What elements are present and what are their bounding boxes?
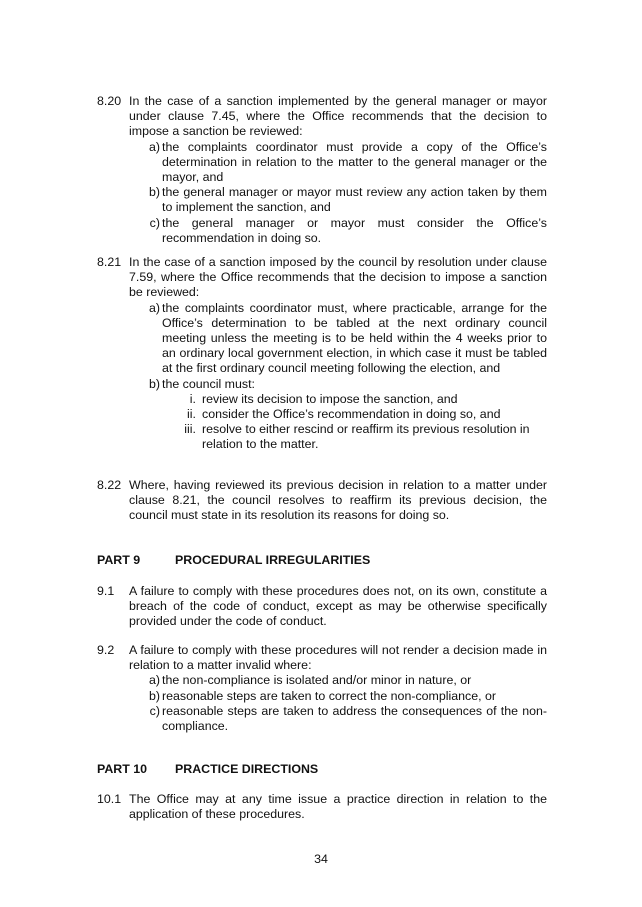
clause-9-1 — [97, 584, 547, 630]
clause-text: A failure to comply with these procedures does not, on its own, constitute a breach of the code of conduct, except as may be otherwise specifically provided under the code of conduct. — [129, 584, 547, 629]
page-number: 34 — [314, 852, 328, 866]
clause-number: 8.22 — [97, 478, 122, 492]
clause-number: 9.2 — [97, 643, 115, 657]
list-item: c) the general manager or mayor must consider the Office’s recommendation in doing so. — [149, 215, 547, 245]
clause-9-2 — [97, 643, 547, 734]
clause-text: The Office may at any time issue a practice direction in relation to the application of these procedures. — [129, 792, 547, 822]
clause-8-21 — [97, 255, 547, 453]
sub-list-item: i. review its decision to impose the sanction, and — [189, 391, 458, 406]
part-9-heading: PART 9 PROCEDURAL IRREGULARITIES — [97, 553, 371, 567]
list-item: b) reasonable steps are taken to correct the non-compliance, or — [148, 688, 497, 703]
clause-text: In the case of a sanction implemented by the general manager or mayor under clause 7.45, where the Office recommends that the decision to impose a sanction be reviewed: — [129, 94, 547, 139]
sub-list-item: ii. consider the Office’s recommendation in doing so, and — [187, 407, 501, 422]
list-item: a) the complaints coordinator must, where practicable, arrange for the Office’s determination to be tabled at the next ordinary council meeting unless the meeting is to be held within the 4 weeks prior to an ordinary local government election, in which case it must be tabled at the first ordinary council meeting following the election, and — [148, 300, 547, 376]
list-item: b) the council must: — [148, 376, 255, 391]
clause-text: In the case of a sanction imposed by the council by resolution under clause 7.59, where the Office recommends that the decision to impose a sanction be reviewed: — [129, 255, 547, 300]
clause-number: 9.1 — [97, 584, 115, 598]
sub-list-item: iii. resolve to either rescind or reaffirm its previous resolution in relation to the matter. — [184, 422, 530, 452]
clause-number: 8.20 — [97, 94, 122, 108]
part-10-heading: PART 10 PRACTICE DIRECTIONS — [97, 762, 319, 776]
clause-number: 10.1 — [97, 792, 122, 806]
clause-8-22 — [97, 478, 547, 524]
clause-text: Where, having reviewed its previous decision in relation to a matter under clause 8.21, the council resolves to reaffirm its previous decision, the council must state in its resolution its reasons for doing so. — [129, 478, 547, 523]
list-item: b) the general manager or mayor must review any action taken by them to implement the sanction, and — [148, 185, 547, 215]
list-item: a) the complaints coordinator must provide a copy of the Office’s determination in relation to the matter to the general manager or the mayor, and — [148, 139, 547, 185]
clause-10-1 — [97, 792, 547, 822]
clause-text: A failure to comply with these procedures will not render a decision made in relation to a matter invalid where: — [129, 643, 547, 673]
clause-number: 8.21 — [97, 255, 122, 269]
clause-8-20 — [97, 94, 547, 246]
list-item: c) reasonable steps are taken to address the consequences of the non-compliance. — [149, 703, 547, 734]
list-item: a) the non-compliance is isolated and/or minor in nature, or — [148, 673, 472, 688]
